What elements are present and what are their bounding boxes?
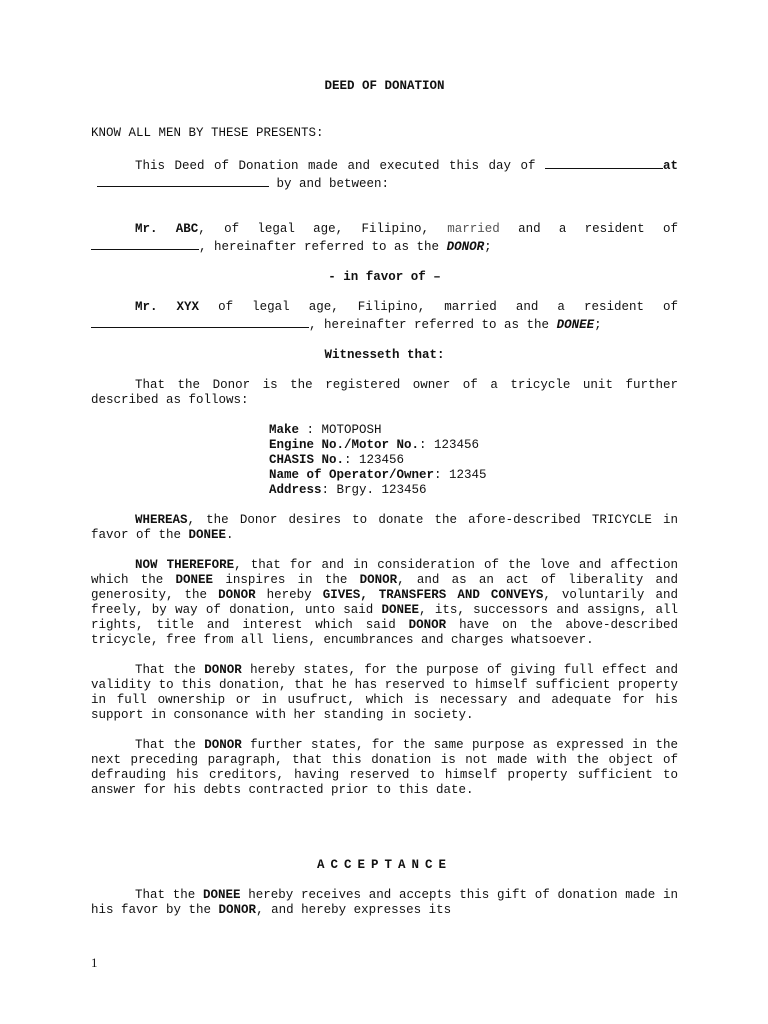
whereas-label: WHEREAS xyxy=(135,513,188,527)
donee-end: ; xyxy=(594,318,602,332)
spec-sep: : xyxy=(419,438,435,452)
donee-text-c: , hereinafter referred to as the xyxy=(309,318,550,332)
spec-label: Name of Operator/Owner xyxy=(269,468,435,482)
spec-sep: : xyxy=(344,453,360,467)
states-paragraph-2 xyxy=(91,738,678,798)
page-number: 1 xyxy=(91,955,98,970)
accept-text-c: , and hereby expresses its xyxy=(256,903,452,917)
spec-chasis xyxy=(269,453,678,468)
whereas-paragraph xyxy=(91,513,678,543)
spec-address xyxy=(269,483,678,498)
spec-value: 123456 xyxy=(434,438,480,452)
know-all-men: KNOW ALL MEN BY THESE PRESENTS: xyxy=(91,126,324,140)
accept-text-a: That the xyxy=(135,888,196,902)
now-donor: DONOR xyxy=(218,588,256,602)
spec-operator xyxy=(269,468,678,483)
states1-text-b: hereby states, for the purpose of giving full effect and validity to this donation, that he has reserved to himself sufficient property in full ownership or in usufruct, which is necessary and adequate for his support in consonance with her standing in society. xyxy=(91,663,678,722)
accept-donee: DONEE xyxy=(203,888,241,902)
donee-label: DONEE xyxy=(556,318,595,332)
now-donee: DONEE xyxy=(175,573,214,587)
at-label: at xyxy=(662,159,678,173)
tricycle-specs xyxy=(269,423,678,498)
states2-donor: DONOR xyxy=(204,738,242,752)
now-therefore-paragraph xyxy=(91,558,678,648)
spec-label: CHASIS No. xyxy=(269,453,345,467)
donee-text-a: of legal age, Filipino, married and a resident of xyxy=(218,300,678,314)
now-donor: DONOR xyxy=(359,573,398,587)
donor-paragraph xyxy=(91,222,678,255)
donee-name: Mr. XYX xyxy=(135,300,200,314)
donor-residence-blank xyxy=(91,237,199,250)
donee-residence-blank xyxy=(91,315,309,328)
now-text-b: inspires in the xyxy=(225,573,348,587)
states1-text-a: That the xyxy=(135,663,196,677)
donor-name: Mr. ABC xyxy=(135,222,199,236)
now-donee: DONEE xyxy=(381,603,420,617)
now-text-d: hereby xyxy=(266,588,312,602)
whereas-donee: DONEE xyxy=(188,528,227,542)
now-text-c: , and as an act of liberality and generosity, the xyxy=(91,573,678,602)
spec-value: 123456 xyxy=(359,453,405,467)
owner-paragraph: That the Donor is the registered owner of a tricycle unit further described as follows: xyxy=(91,378,678,407)
spec-value: MOTOPOSH xyxy=(321,423,382,437)
donor-text-a: , of legal age, Filipino, xyxy=(198,222,429,236)
whereas-end: . xyxy=(226,528,234,542)
day-blank xyxy=(545,156,663,169)
spec-make xyxy=(269,423,678,438)
states1-donor: DONOR xyxy=(204,663,242,677)
spec-engine xyxy=(269,438,678,453)
acceptance-heading: ACCEPTANCE xyxy=(316,858,452,872)
whereas-text: , the Donor desires to donate the afore-described TRICYCLE in favor of the xyxy=(91,513,678,542)
now-gives: GIVES, TRANSFERS AND CONVEYS xyxy=(322,588,544,602)
now-text-a: , that for and in consideration of the love and affection which the xyxy=(91,558,678,587)
document-title: DEED OF DONATION xyxy=(324,79,445,93)
states-paragraph-1 xyxy=(91,663,678,723)
document-page xyxy=(91,70,678,918)
intro-paragraph xyxy=(91,156,678,192)
in-favor-of: - in favor of – xyxy=(328,270,441,284)
spec-label: Engine No./Motor No. xyxy=(269,438,420,452)
now-donor: DONOR xyxy=(408,618,447,632)
accept-donor: DONOR xyxy=(218,903,257,917)
donee-paragraph xyxy=(91,300,678,333)
donor-married: married xyxy=(447,222,500,236)
donor-label: DONOR xyxy=(446,240,485,254)
spec-sep: : xyxy=(321,483,337,497)
spec-value: 12345 xyxy=(449,468,487,482)
spec-sep: : xyxy=(299,423,322,437)
donor-end: ; xyxy=(484,240,492,254)
spec-label: Make xyxy=(269,423,300,437)
spec-value: Brgy. 123456 xyxy=(336,483,427,497)
donor-text-c: , hereinafter referred to as the xyxy=(199,240,440,254)
now-text-g: have on the above-described tricycle, free from all liens, encumbrances and charges whatsoever. xyxy=(91,618,678,647)
spec-label: Address xyxy=(269,483,322,497)
place-blank xyxy=(97,174,269,187)
intro-text: This Deed of Donation made and executed this day of xyxy=(135,159,536,173)
acceptance-paragraph xyxy=(91,888,678,918)
states2-text-a: That the xyxy=(135,738,196,752)
witnesseth-heading: Witnesseth that: xyxy=(324,348,445,362)
now-text-e: , voluntarily and freely, by way of donation, unto said xyxy=(91,588,678,617)
states2-text-b: further states, for the same purpose as expressed in the next preceding paragraph, that this donation is not made with the object of defrauding his creditors, having reserved to himself property sufficient to answer for his debts contracted prior to this date. xyxy=(91,738,678,797)
spec-sep: : xyxy=(434,468,450,482)
donor-text-b: and a resident of xyxy=(518,222,678,236)
accept-text-b: hereby receives and accepts this gift of donation made in his favor by the xyxy=(91,888,678,917)
now-text-f: , its, successors and assigns, all rights, title and interest which said xyxy=(91,603,678,632)
by-and-between: by and between: xyxy=(276,177,390,191)
now-label: NOW THEREFORE xyxy=(135,558,235,572)
